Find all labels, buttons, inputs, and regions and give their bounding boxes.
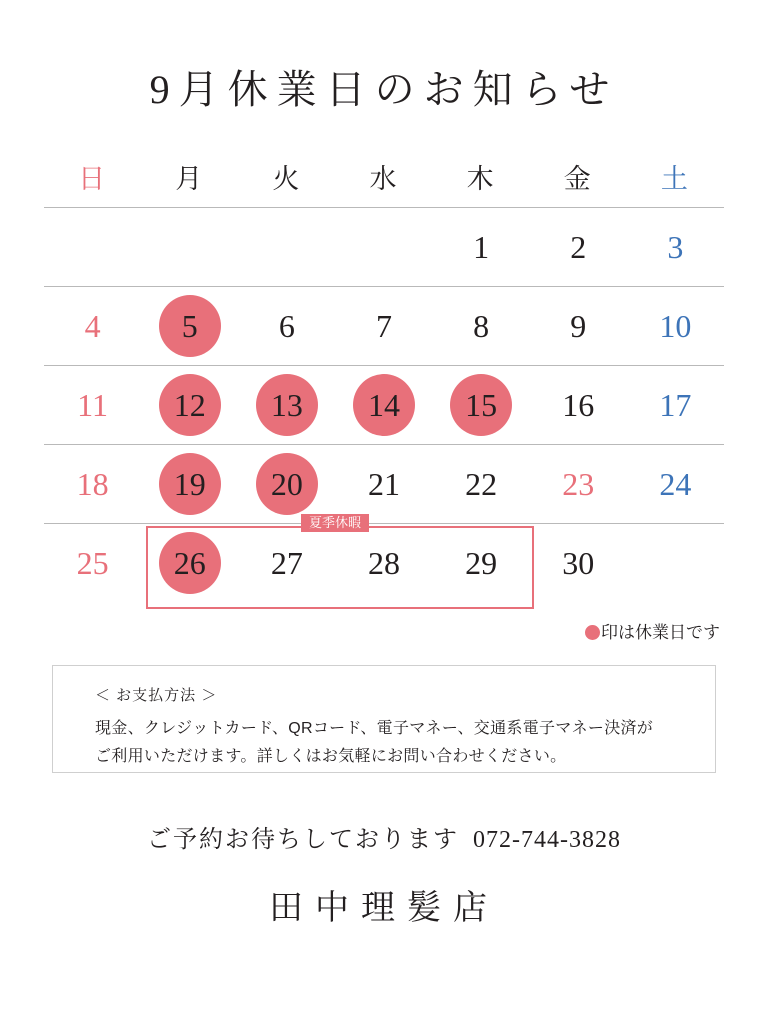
- day-number: 27: [270, 544, 303, 581]
- calendar-empty-cell: [238, 208, 335, 287]
- calendar-day-cell: [530, 445, 627, 524]
- calendar-day-cell: [335, 366, 432, 445]
- day-number: 19: [173, 465, 206, 502]
- calendar-week-row: [44, 524, 724, 603]
- day-number: 8: [473, 307, 490, 344]
- calendar-empty-cell: [44, 208, 141, 287]
- calendar-day-cell: [433, 208, 530, 287]
- payment-heading: ＜ お支払方法 ＞: [95, 687, 218, 704]
- calendar-day-cell: [44, 445, 141, 524]
- legend: [0, 618, 720, 643]
- calendar-day-cell: [335, 287, 432, 366]
- calendar-wrapper: [0, 145, 768, 602]
- legend-dot-icon: [585, 625, 600, 640]
- day-number: 17: [659, 386, 692, 423]
- calendar-week-row: [44, 445, 724, 524]
- day-number: 30: [562, 544, 595, 581]
- day-number: 3: [667, 228, 684, 265]
- calendar-day-cell: [530, 287, 627, 366]
- calendar-day-cell: [530, 366, 627, 445]
- calendar-day-cell: [335, 524, 432, 603]
- calendar-table: [44, 145, 724, 602]
- day-number: 18: [76, 465, 109, 502]
- calendar-day-cell: [627, 208, 724, 287]
- calendar-empty-cell: [627, 524, 724, 603]
- calendar-day-cell: [141, 287, 238, 366]
- calendar-day-cell: [141, 445, 238, 524]
- calendar-day-cell: [238, 287, 335, 366]
- calendar-day-cell: [627, 287, 724, 366]
- payment-info-box: [52, 665, 716, 773]
- calendar-day-cell: [141, 366, 238, 445]
- day-number: 26: [173, 544, 206, 581]
- calendar-body: [44, 208, 724, 603]
- calendar-day-cell: [141, 524, 238, 603]
- day-number: 15: [465, 386, 498, 423]
- day-number: 23: [562, 465, 595, 502]
- day-number: 2: [570, 228, 587, 265]
- day-number: 10: [659, 307, 692, 344]
- calendar-day-cell: [433, 445, 530, 524]
- calendar-day-cell: [44, 524, 141, 603]
- payment-line-1: 現金、クレジットカード、QRコード、電子マネー、交通系電子マネー決済が: [95, 720, 654, 737]
- day-number: 25: [76, 544, 109, 581]
- calendar-day-cell: [530, 208, 627, 287]
- page-title: 9月休業日のお知らせ: [149, 67, 619, 112]
- calendar-day-cell: [238, 524, 335, 603]
- calendar-day-cell: [44, 287, 141, 366]
- day-number: 20: [270, 465, 303, 502]
- day-number: 9: [570, 307, 587, 344]
- day-number: 16: [562, 386, 595, 423]
- day-number: 29: [465, 544, 498, 581]
- summer-holiday-label: 夏季休暇: [301, 514, 369, 532]
- day-number: 5: [181, 307, 198, 344]
- calendar-header: [44, 145, 724, 208]
- weekday-header-4: 木: [466, 163, 496, 194]
- day-number: 7: [375, 307, 392, 344]
- calendar-day-cell: [335, 445, 432, 524]
- weekday-header-3: 水: [369, 163, 399, 194]
- weekday-header-0: 日: [78, 163, 108, 194]
- calendar-day-cell: [433, 366, 530, 445]
- calendar-week-row: [44, 366, 724, 445]
- day-number: 21: [367, 465, 400, 502]
- day-number: 24: [659, 465, 692, 502]
- day-number: 14: [367, 386, 400, 423]
- payment-line-2: ご利用いただけます。詳しくはお気軽にお問い合わせください。: [95, 748, 567, 765]
- reservation-line: [0, 819, 768, 854]
- weekday-header-1: 月: [175, 163, 205, 194]
- calendar-day-cell: [238, 445, 335, 524]
- calendar-day-cell: [433, 524, 530, 603]
- calendar-empty-cell: [335, 208, 432, 287]
- phone-number[interactable]: 072-744-3828: [473, 827, 621, 853]
- weekday-header-row: [44, 145, 724, 208]
- day-number: 6: [278, 307, 295, 344]
- legend-text: 印は休業日です: [601, 623, 720, 642]
- day-number: 11: [77, 386, 108, 423]
- day-number: 1: [473, 228, 490, 265]
- weekday-header-6: 土: [660, 163, 690, 194]
- calendar-week-row: [44, 208, 724, 287]
- day-number: 22: [465, 465, 498, 502]
- calendar-day-cell: [433, 287, 530, 366]
- calendar-day-cell: [627, 445, 724, 524]
- day-number: 13: [270, 386, 303, 423]
- calendar-empty-cell: [141, 208, 238, 287]
- day-number: 28: [367, 544, 400, 581]
- weekday-header-5: 金: [563, 163, 593, 194]
- calendar-week-row: [44, 287, 724, 366]
- weekday-header-2: 火: [272, 163, 302, 194]
- day-number: 4: [84, 307, 101, 344]
- calendar-day-cell: [627, 366, 724, 445]
- calendar-day-cell: [44, 366, 141, 445]
- calendar-day-cell: [238, 366, 335, 445]
- reservation-text: ご予約お待ちしております: [147, 827, 459, 853]
- day-number: 12: [173, 386, 206, 423]
- calendar-day-cell: [530, 524, 627, 603]
- shop-name: 田中理髪店: [269, 890, 499, 927]
